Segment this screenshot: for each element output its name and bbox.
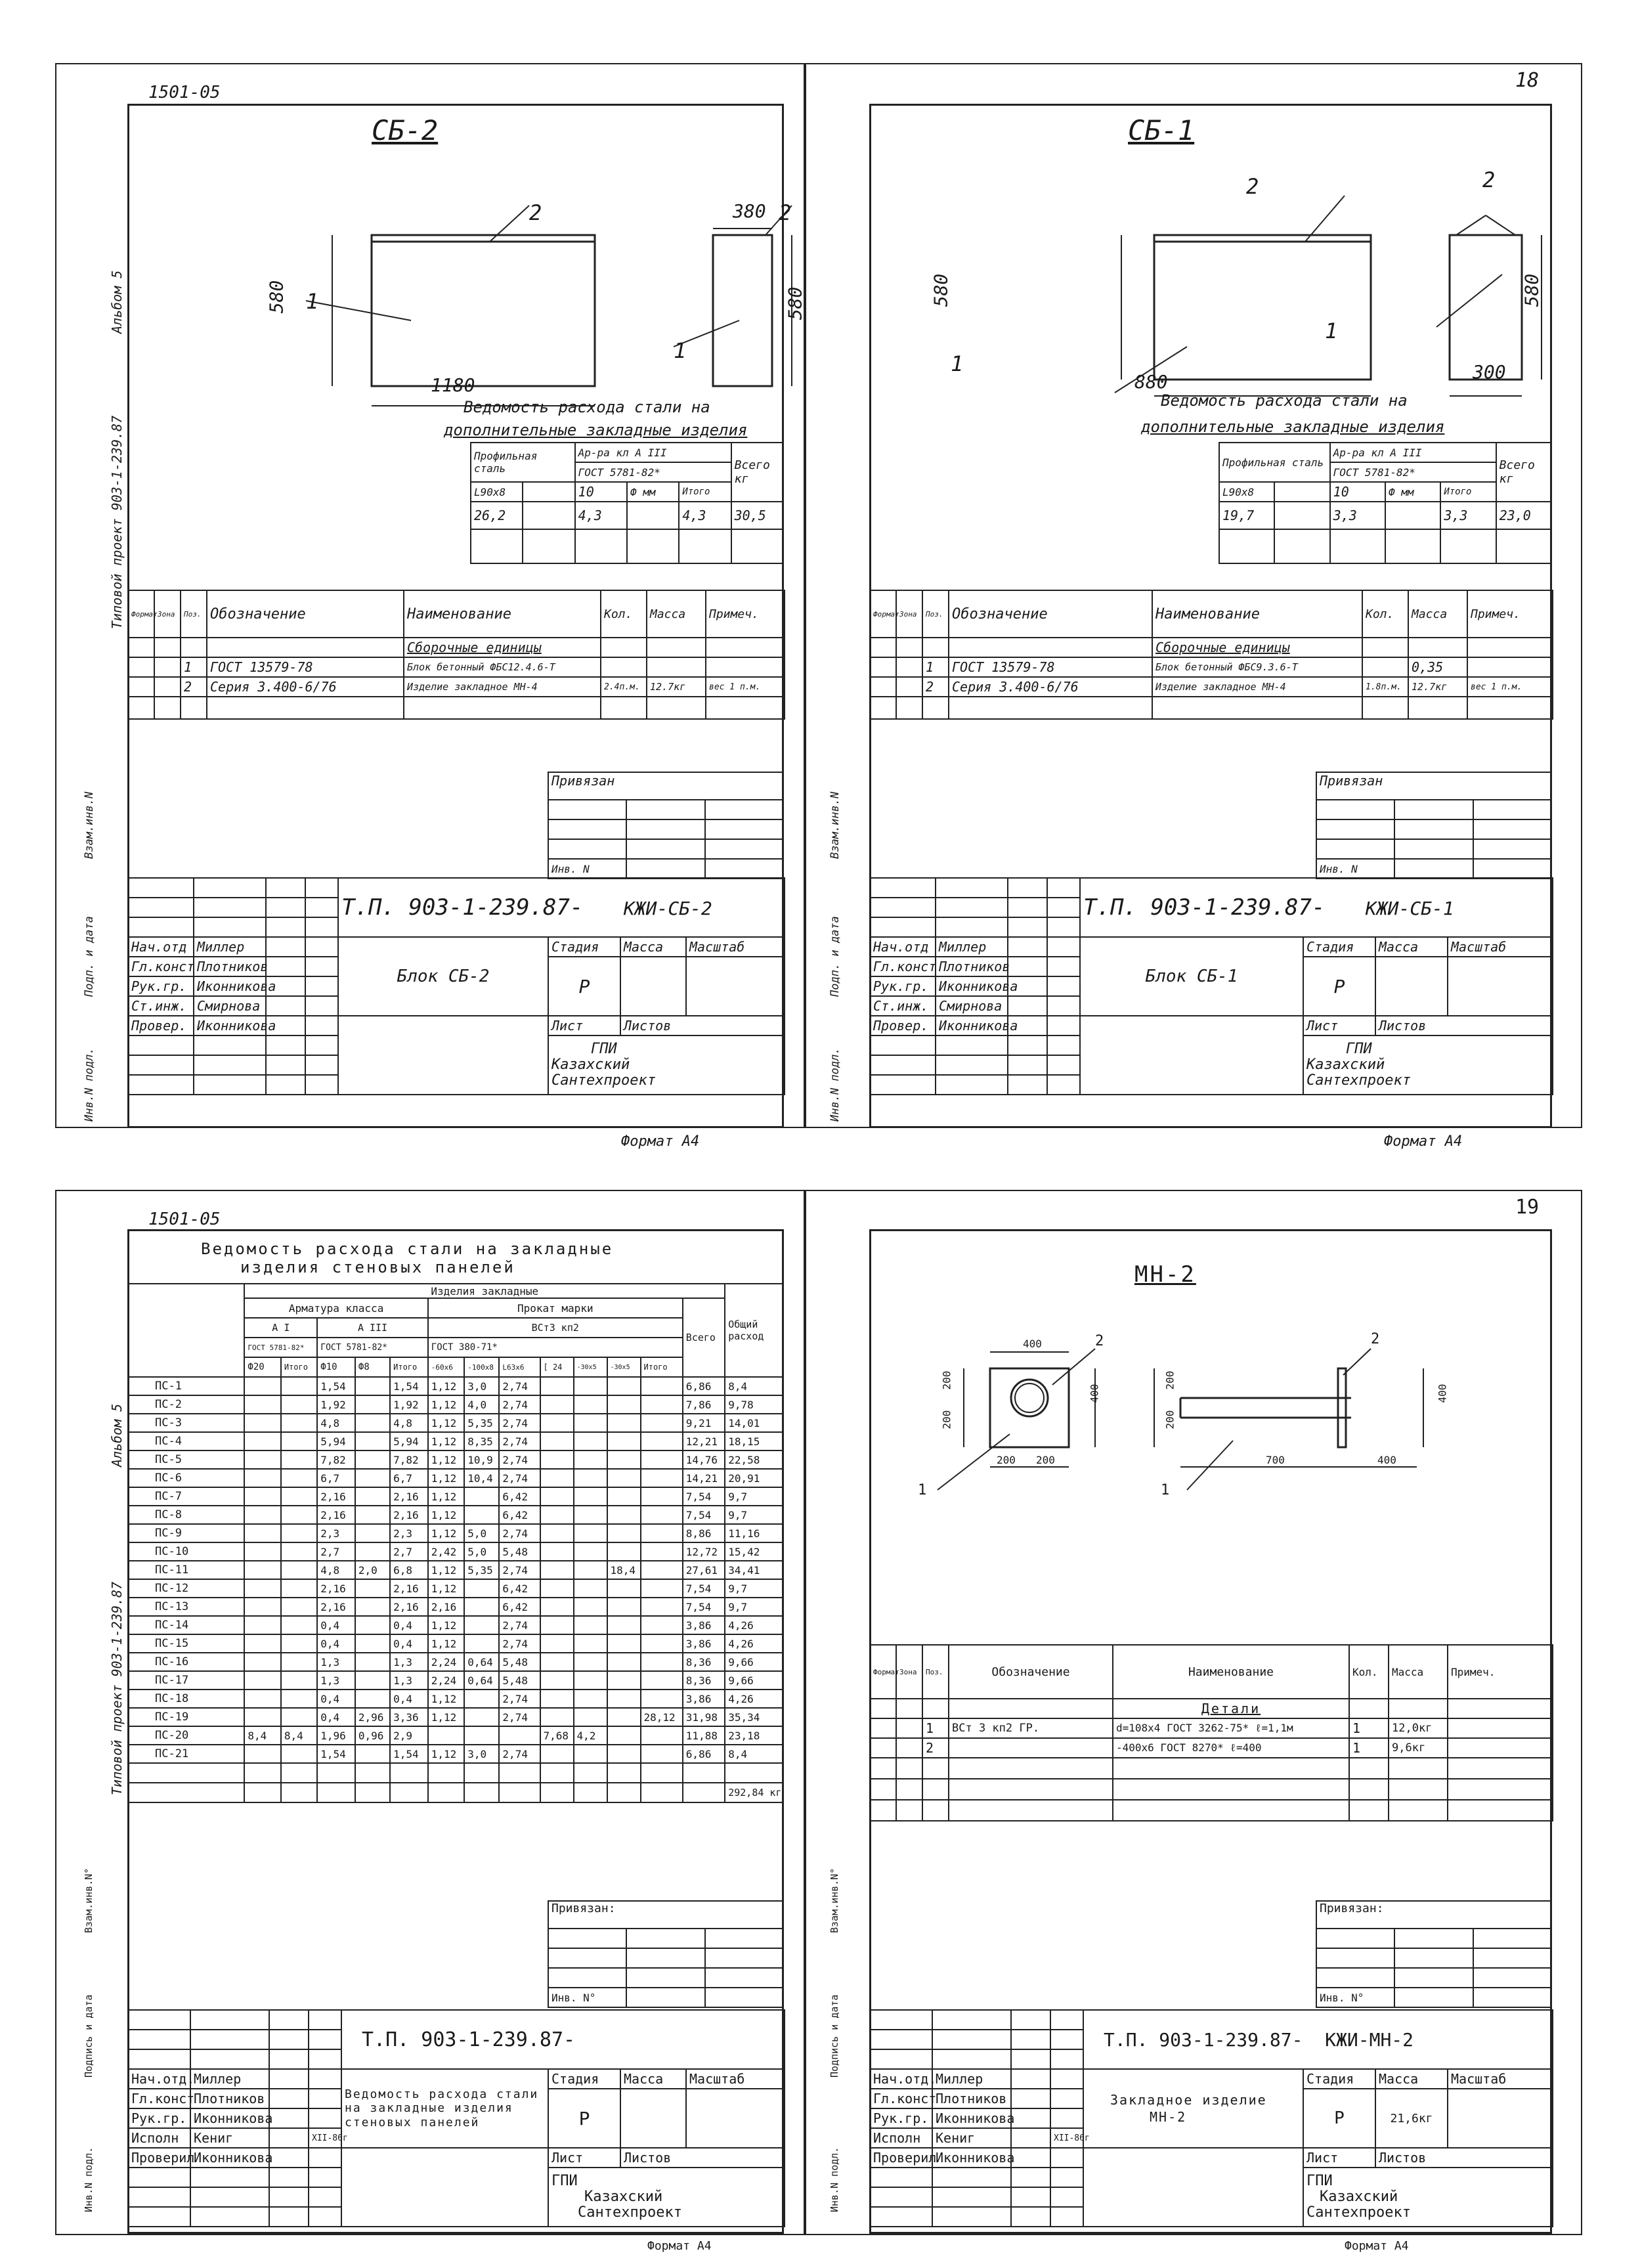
statement-row: ПС-10 2,7 2,7 2,42 5,0 5,48 12,72 15,42 (128, 1542, 783, 1561)
pos-label-2b: 2 (779, 200, 792, 225)
sheet-sb2 (55, 63, 806, 1150)
dim-width-right: 300 (1473, 361, 1506, 383)
archive-number: 1501-05 (148, 1210, 221, 1229)
spec-row: 1 ГОСТ 13579-78 Блок бетонный ФБС12.4.6-Т (128, 657, 785, 677)
drawing-title: МН-2 (1134, 1261, 1196, 1288)
sheet-steel-statement (55, 1190, 805, 2253)
steel-title-1: Ведомость расхода стали на (1161, 391, 1408, 410)
side-label-1: Взам.инв.N° (83, 1867, 95, 1933)
dim-height-left: 580 (265, 280, 288, 314)
privyazan-box: Привязан: Инв. N° (1316, 1900, 1552, 2008)
dim-200-bottom-a: 200 (997, 1454, 1016, 1466)
spec-row: 1 ВСт 3 кп2 ГР. d=108x4 ГОСТ 3262-75* ℓ=1,1м 1 12,0кг (870, 1718, 1553, 1738)
dim-width-top: 380 (733, 200, 766, 222)
statement-row: ПС-7 2,16 2,16 1,12 6,42 7,54 9,7 (128, 1487, 783, 1506)
side-label-2: Подп. и дата (83, 916, 96, 997)
statement-row: ПС-5 7,82 7,82 1,12 10,9 2,74 14,76 22,58 (128, 1450, 783, 1469)
spec-row: 2 Серия 3.400-6/76 Изделие закладное МН-4 2.4п.м. 12.7кг вес 1 п.м. (128, 677, 785, 697)
dim-400-rear: 400 (1377, 1454, 1396, 1466)
spec-table: Формат Зона Поз. Обозначение Наименование Кол. Масса Примеч. Детали 1 ВСт 3 кп2 ГР. d=108x4 ГОСТ 3262-75* ℓ=1,1м 1 12,0кг 2 -400x6 ГОСТ 8270* ℓ=400 1 9,6кг (869, 1644, 1553, 1821)
side-label-3: Инв.N подл. (829, 1047, 842, 1122)
spec-row: Детали (870, 1699, 1553, 1718)
statement-row: ПС-3 4,8 4,8 1,12 5,35 2,74 9,21 14,01 (128, 1414, 783, 1432)
statement-title-1: Ведомость расхода стали на закладные (201, 1240, 614, 1258)
dim-400-side: 400 (1436, 1384, 1449, 1403)
statement-row: ПС-6 6,7 6,7 1,12 10,4 2,74 14,21 20,91 (128, 1469, 783, 1487)
pos-label-1b: 1 (674, 338, 687, 363)
side-label-2: Подпись и дата (829, 1994, 840, 2078)
spec-table: Формат Зона Поз. Обозначение Наименование Кол. Масса Примеч. Сборочные единицы 1 ГОСТ 13579-78 Блок бетонный ФБС9.3.6-Т 0,35 2 Серия 3.400-6/76 Изделие закладное МН-4 1.8п.м. 12.7кг вес 1 п.м. (869, 590, 1553, 720)
archive-number: 1501-05 (148, 83, 221, 102)
privyazan-box: Привязан Инв. N (548, 772, 784, 879)
privyazan-box: Привязан Инв. N (1316, 772, 1552, 879)
statement-row: ПС-2 1,92 1,92 1,12 4,0 2,74 7,86 9,78 (128, 1395, 783, 1414)
sheet-sb1 (805, 63, 1582, 1150)
dim-200-left-a: 200 (940, 1370, 953, 1390)
side-label-3: Инв.N подл. (829, 2147, 840, 2212)
pos-label-1: 1 (306, 289, 319, 314)
block-drawing (938, 169, 1528, 410)
dim-200-left-b: 200 (940, 1410, 953, 1429)
pos-label-2b: 2 (1482, 167, 1496, 192)
statement-row: ПС-11 4,8 2,0 6,8 1,12 5,35 2,74 18,4 27,61 34,41 (128, 1561, 783, 1579)
dim-height-right: 580 (1521, 273, 1543, 307)
side-label-1: Взам.инв.N° (829, 1867, 840, 1933)
statement-row: ПС-17 1,3 1,3 2,24 0,64 5,48 8,36 9,66 (128, 1671, 783, 1690)
title-block: Т.П. 903-1-239.87- КЖИ-СБ-1 Нач.отд Миллер Блок СБ-1 Стадия Масса Масштаб Гл.конст Плотников Р Рук.гр. Иконникова Ст.инж. Смирнова Провер. Иконникова Лист Листов ГПИ Казахский Сантехпроект (869, 877, 1553, 1095)
spec-row: 2 -400x6 ГОСТ 8270* ℓ=400 1 9,6кг (870, 1738, 1553, 1758)
dim-width-bottom: 880 (1134, 371, 1168, 393)
statement-row: ПС-13 2,16 2,16 2,16 6,42 7,54 9,7 (128, 1598, 783, 1616)
statement-title-2: изделия стеновых панелей (240, 1258, 515, 1276)
project-side-label: Типовой проект 903-1-239.87 (109, 415, 125, 629)
side-label-1: Взам.инв.N (829, 791, 842, 859)
dim-700: 700 (1266, 1454, 1285, 1466)
side-label-3: Инв.N подл. (83, 2147, 95, 2212)
statement-row: ПС-14 0,4 0,4 1,12 2,74 3,86 4,26 (128, 1616, 783, 1634)
format-label: Формат А4 (621, 1133, 700, 1150)
dim-width-bottom: 1180 (431, 374, 475, 396)
statement-row: ПС-12 2,16 2,16 1,12 6,42 7,54 9,7 (128, 1579, 783, 1598)
pos-label-1: 1 (918, 1482, 927, 1498)
dim-200-side-a: 200 (1163, 1370, 1176, 1390)
statement-row: ПС-21 1,54 1,54 1,12 3,0 2,74 6,86 8,4 (128, 1745, 783, 1763)
dim-height-left: 580 (930, 273, 952, 307)
pos-label-2: 2 (1246, 174, 1259, 199)
statement-row: ПС-16 1,3 1,3 2,24 0,64 5,48 8,36 9,66 (128, 1653, 783, 1671)
spec-row: Сборочные единицы (128, 638, 785, 657)
title-block: Т.П. 903-1-239.87- Нач.отд. Миллер Ведомость расхода стали на закладные изделия стеновых панелей Стадия Масса Масштаб Гл.конст Плотников Р Рук.гр. Иконникова Исполн Кениг XII-86г Проверил Иконникова Лист Листов ГПИ Казахский Сантехпроект (127, 2009, 785, 2227)
spec-row: 2 Серия 3.400-6/76 Изделие закладное МН-4 1.8п.м. 12.7кг вес 1 п.м. (870, 677, 1553, 697)
format-label: Формат А4 (1384, 1133, 1463, 1150)
dim-400-right: 400 (1088, 1384, 1101, 1403)
page-number: 19 (1515, 1196, 1540, 1219)
dim-200-bottom-b: 200 (1036, 1454, 1055, 1466)
sheet-mn2 (805, 1190, 1582, 2253)
page-number: 18 (1515, 69, 1540, 92)
pos-label-1: 1 (951, 351, 964, 376)
statement-row: ПС-4 5,94 5,94 1,12 8,35 2,74 12,21 18,15 (128, 1432, 783, 1450)
statement-row: ПС-1 1,54 1,54 1,12 3,0 2,74 6,86 8,4 (128, 1377, 783, 1395)
statement-row: ПС-8 2,16 2,16 1,12 6,42 7,54 9,7 (128, 1506, 783, 1524)
title-block: Т.П. 903-1-239.87- КЖИ-СБ-2 Нач.отд Миллер Блок СБ-2 Стадия Масса Масштаб Гл.конст Плотников Р Рук.гр. Иконникова Ст.инж. Смирнова Провер. Иконникова Лист Листов ГПИ Казахский Сантехпроект (127, 877, 785, 1095)
pos-label-1b: 1 (1161, 1482, 1170, 1498)
steel-title-2: дополнительные закладные изделия (444, 421, 748, 439)
pos-label-2: 2 (1095, 1333, 1104, 1349)
side-label-2: Подпись и дата (83, 1994, 95, 2078)
spec-row: 1 ГОСТ 13579-78 Блок бетонный ФБС9.3.6-Т 0,35 (870, 657, 1553, 677)
grand-total: 292,84 кг (725, 1783, 783, 1802)
drawing-title: СБ-1 (1128, 114, 1195, 146)
dim-height-right: 580 (784, 286, 806, 320)
project-side-label: Типовой проект 903-1-239.87 (109, 1581, 125, 1795)
album-side-label: Альбом 5 (109, 1403, 125, 1467)
spec-row: Сборочные единицы (870, 638, 1553, 657)
dim-200-side-b: 200 (1163, 1410, 1176, 1429)
steel-table: Профильная сталь Ар-ра кл А III Всего кг ГОСТ 5781-82* L90x8 10 Ф мм Итого 26,2 4,3 4,3 30,5 (470, 442, 784, 564)
side-label-1: Взам.инв.N (83, 791, 96, 859)
privyazan-box: Привязан: Инв. N° (548, 1900, 784, 2008)
format-label: Формат А4 (1345, 2239, 1409, 2253)
drawing-title: СБ-2 (372, 114, 439, 146)
statement-row: ПС-15 0,4 0,4 1,12 2,74 3,86 4,26 (128, 1634, 783, 1653)
title-block: Т.П. 903-1-239.87- КЖИ-МН-2 Нач.отд. Миллер Закладное изделие МН-2 Стадия Масса Масштаб Гл.конст Плотников Р 21,6кг Рук.гр. Иконникова Исполн Кениг XII-86г Проверил Иконникова Лист Листов ГПИ Казахский Сантехпроект (869, 2009, 1553, 2227)
side-label-2: Подп. и дата (829, 916, 842, 997)
steel-statement-table: Изделия закладные Общий расход Арматура класса Прокат марки Всего А I А III ВСт3 кп2 ГОСТ 5781-82* ГОСТ 5781-82* ГОСТ 380-71* Ф20 Итого Ф10 Ф8 Итого -60x6 -100x8 L63x6 [ 24 -30x5 -30x5 Итого ПС-1 1,54 1,54 1,12 3,0 2,74 6,86 8,4 ПС-2 1,92 1,92 1,12 4,0 2,74 7,86 9,78 ПС-3 4,8 4,8 1,12 5,35 2,74 9,21 14,01 ПС-4 5,94 5,94 1,12 8,35 2,74 12,21 18,15 ПС-5 7,82 7,82 1,12 10,9 2,74 14,76 22,58 ПС-6 6,7 6,7 1,12 10,4 2,74 14,21 20,91 ПС-7 2,16 2,16 1,12 6,42 7,54 9,7 ПС-8 2,16 2,16 1,12 6,42 7,54 9,7 ПС-9 2,3 2,3 1,12 5,0 2,74 8,86 11,16 ПС-10 2,7 2,7 2,42 5,0 5,48 12,72 15,42 ПС-11 4,8 2,0 6,8 1,12 5,35 2,74 18,4 27,61 34,41 ПС-12 2,16 2,16 1,12 6,42 7,54 9,7 ПС-13 2,16 2,16 2,16 6,42 7,54 9,7 ПС-14 0,4 0,4 1,12 2,74 3,86 4,26 ПС-15 0,4 0,4 1,12 2,74 3,86 4,26 ПС-16 1,3 1,3 2,24 0,64 5,48 8,36 9,66 ПС-17 1,3 1,3 2,24 0,64 5,48 8,36 9,66 ПС-18 0,4 0,4 1,12 2,74 3,86 4,26 ПС-19 0,4 2,96 3,36 1,12 2,74 28,12 31,98 35,34 ПС-20 8,4 8,4 1,96 0,96 2,9 7,68 4,2 11,88 23,18 ПС-21 1,54 1,54 1,12 3,0 2,74 6,86 8,4 292,84 кг (127, 1283, 784, 1803)
steel-title-1: Ведомость расхода стали на (464, 398, 710, 416)
embedded-part-drawing (938, 1333, 1528, 1533)
statement-row: ПС-18 0,4 0,4 1,12 2,74 3,86 4,26 (128, 1690, 783, 1708)
statement-row: ПС-19 0,4 2,96 3,36 1,12 2,74 28,12 31,98 35,34 (128, 1708, 783, 1726)
pos-label-1b: 1 (1325, 318, 1338, 343)
statement-row: ПС-9 2,3 2,3 1,12 5,0 2,74 8,86 11,16 (128, 1524, 783, 1542)
album-side-label: Альбом 5 (109, 270, 125, 334)
side-label-3: Инв.N подл. (83, 1047, 96, 1122)
format-label: Формат А4 (647, 2239, 712, 2253)
statement-row: ПС-20 8,4 8,4 1,96 0,96 2,9 7,68 4,2 11,88 23,18 (128, 1726, 783, 1745)
spec-table: Формат Зона Поз. Обозначение Наименование Кол. Масса Примеч. Сборочные единицы 1 ГОСТ 13579-78 Блок бетонный ФБС12.4.6-Т 2 Серия 3.400-6/76 Изделие закладное МН-4 2.4п.м. 12.7кг вес 1 п.м. (127, 590, 785, 720)
pos-label-2: 2 (529, 200, 542, 225)
dim-400-top: 400 (1023, 1338, 1042, 1350)
steel-title-2: дополнительные закладные изделия (1141, 418, 1445, 436)
steel-table: Профильная сталь Ар-ра кл А III Всего кг ГОСТ 5781-82* L90x8 10 Ф мм Итого 19,7 3,3 3,3 23,0 (1219, 442, 1552, 564)
pos-label-2b: 2 (1371, 1331, 1380, 1347)
